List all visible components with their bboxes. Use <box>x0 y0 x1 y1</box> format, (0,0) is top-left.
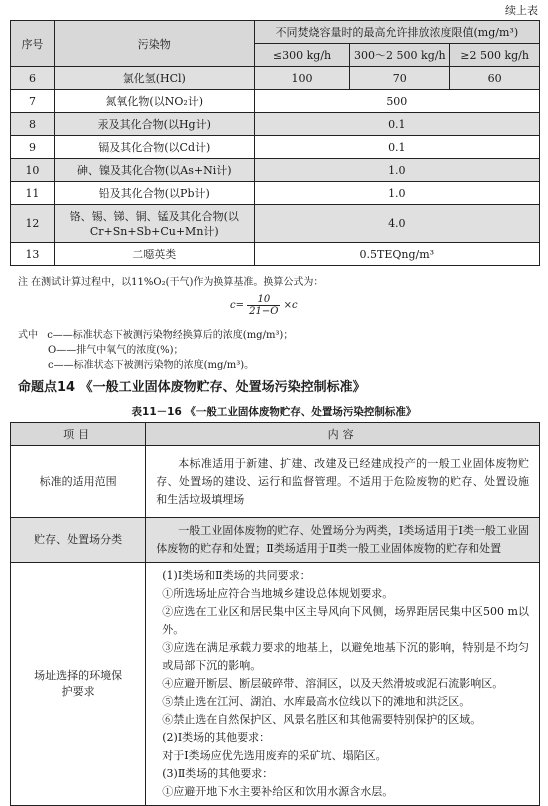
row-pollutant: 汞及其化合物(以Hg计) <box>54 113 254 136</box>
formula-fraction <box>247 294 280 317</box>
row-pollutant: 氮氧化物(以NO₂计) <box>54 90 254 113</box>
row-content: 本标准适用于新建、扩建、改建及已经建成投产的一般工业固体废物贮存、处置场的建设、运行和监督管理。不适用于危险废物的贮存、处置设施和生活垃圾填埋场 <box>146 446 540 518</box>
requirement-line: (1)Ⅰ类场和Ⅱ类场的共同要求： <box>162 569 311 582</box>
requirement-line: ①应避开地下水主要补给区和饮用水源含水层。 <box>162 785 394 798</box>
conversion-formula <box>230 294 298 317</box>
row-seq: 7 <box>11 90 55 113</box>
row-item: 场址选择的环境保护要求 <box>11 563 146 806</box>
row-item: 贮存、处置场分类 <box>11 518 146 563</box>
row-value: 500 <box>254 90 539 113</box>
header-content: 内容 <box>146 423 540 446</box>
row-value-low: 100 <box>254 67 350 90</box>
row-value: 0.1 <box>254 136 539 159</box>
row-item: 标准的适用范围 <box>11 446 146 518</box>
header-capacity-mid: 300～2 500 kg/h <box>350 44 450 67</box>
row-value-mid: 70 <box>350 67 450 90</box>
standard-requirements-table <box>10 422 540 806</box>
table-row <box>11 182 540 205</box>
requirement-line: ②应选在工业区和居民集中区主导风向下风侧，场界距居民集中区500 m以外。 <box>162 605 529 636</box>
table-row <box>11 563 540 806</box>
row-value: 1.0 <box>254 159 539 182</box>
header-pollutant: 污染物 <box>54 21 254 67</box>
formula-rhs: ×c <box>283 300 298 311</box>
formula-lhs: c= <box>230 300 244 311</box>
row-value: 1.0 <box>254 182 539 205</box>
row-seq: 13 <box>11 243 55 266</box>
header-capacity-high: ≥2 500 kg/h <box>450 44 540 67</box>
table-row <box>11 446 540 518</box>
row-value-high: 60 <box>450 67 540 90</box>
requirement-line: ⑥禁止选在自然保护区、风景名胜区和其他需要特别保护的区域。 <box>162 713 482 726</box>
row-pollutant: 铅及其化合物(以Pb计) <box>54 182 254 205</box>
row-pollutant: 砷、镍及其化合物(以As+Ni计) <box>54 159 254 182</box>
formula-numerator: 10 <box>247 294 280 306</box>
row-seq: 9 <box>11 136 55 159</box>
formula-denominator: 21−O <box>249 306 279 317</box>
table-caption: 表11－16 《一般工业固体废物贮存、处置场污染控制标准》 <box>131 406 417 418</box>
requirement-line: ⑤禁止选在江河、湖泊、水库最高水位线以下的滩地和洪泛区。 <box>162 695 471 708</box>
requirement-line: ①所选场址应符合当地城乡建设总体规划要求。 <box>162 587 394 600</box>
definition-c: c——标准状态下被测污染物经换算后的浓度(mg/m³)； <box>47 330 294 341</box>
header-limit-group: 不同焚烧容量时的最高允许排放浓度限值(mg/m³) <box>254 21 539 44</box>
row-seq: 8 <box>11 113 55 136</box>
emission-limits-table <box>10 20 540 266</box>
header-capacity-low: ≤300 kg/h <box>254 44 350 67</box>
where-label: 式中 <box>18 330 38 341</box>
table-row <box>11 136 540 159</box>
variable-definitions <box>18 328 293 373</box>
row-value: 4.0 <box>254 205 539 243</box>
requirement-line: (2)Ⅰ类场的其他要求： <box>162 731 271 744</box>
table-row <box>11 67 540 90</box>
table-row <box>11 518 540 563</box>
header-item: 项目 <box>11 423 146 446</box>
table-row <box>11 113 540 136</box>
section-heading: 命题点14 《一般工业固体废物贮存、处置场污染控制标准》 <box>18 380 366 395</box>
requirement-line: 对于Ⅰ类场应优先选用废弃的采矿坑、塌陷区。 <box>162 749 387 762</box>
row-pollutant: 镉及其化合物(以Cd计) <box>54 136 254 159</box>
continued-label: 续上表 <box>505 4 538 17</box>
requirement-line: (3)Ⅱ类场的其他要求： <box>162 767 274 780</box>
table-row <box>11 243 540 266</box>
table-row <box>11 159 540 182</box>
row-seq: 10 <box>11 159 55 182</box>
row-pollutant: 二噁英类 <box>54 243 254 266</box>
requirement-line: ④应避开断层、断层破碎带、溶洞区，以及天然滑坡或泥石流影响区。 <box>162 677 504 690</box>
row-value: 0.1 <box>254 113 539 136</box>
note-intro: 注 在测试计算过程中，以11%O₂(干气)作为换算基准。换算公式为： <box>18 277 324 288</box>
row-content: 一般工业固体废物的贮存、处置场分为两类，Ⅰ类场适用于Ⅰ类一般工业固体废物的贮存和处置；Ⅱ类场适用于Ⅱ类一般工业固体废物的贮存和处置 <box>146 518 540 563</box>
header-seq: 序号 <box>11 21 55 67</box>
table-row <box>11 90 540 113</box>
table-row <box>11 205 540 243</box>
requirement-line: ③应选在满足承载力要求的地基上，以避免地基下沉的影响，特别是不均匀或局部下沉的影响。 <box>162 641 529 672</box>
definition-o: O——排气中氧气的浓度(%)； <box>48 345 184 356</box>
row-seq: 11 <box>11 182 55 205</box>
row-seq: 12 <box>11 205 55 243</box>
row-pollutant: 氯化氢(HCl) <box>54 67 254 90</box>
row-seq: 6 <box>11 67 55 90</box>
table-note <box>18 276 538 290</box>
row-pollutant: 铬、锡、锑、铜、锰及其化合物(以Cr+Sn+Sb+Cu+Mn计) <box>54 205 254 243</box>
row-content <box>146 563 540 806</box>
row-value: 0.5TEQng/m³ <box>254 243 539 266</box>
definition-c-raw: c——标准状态下被测污染物的浓度(mg/m³)。 <box>48 360 255 371</box>
